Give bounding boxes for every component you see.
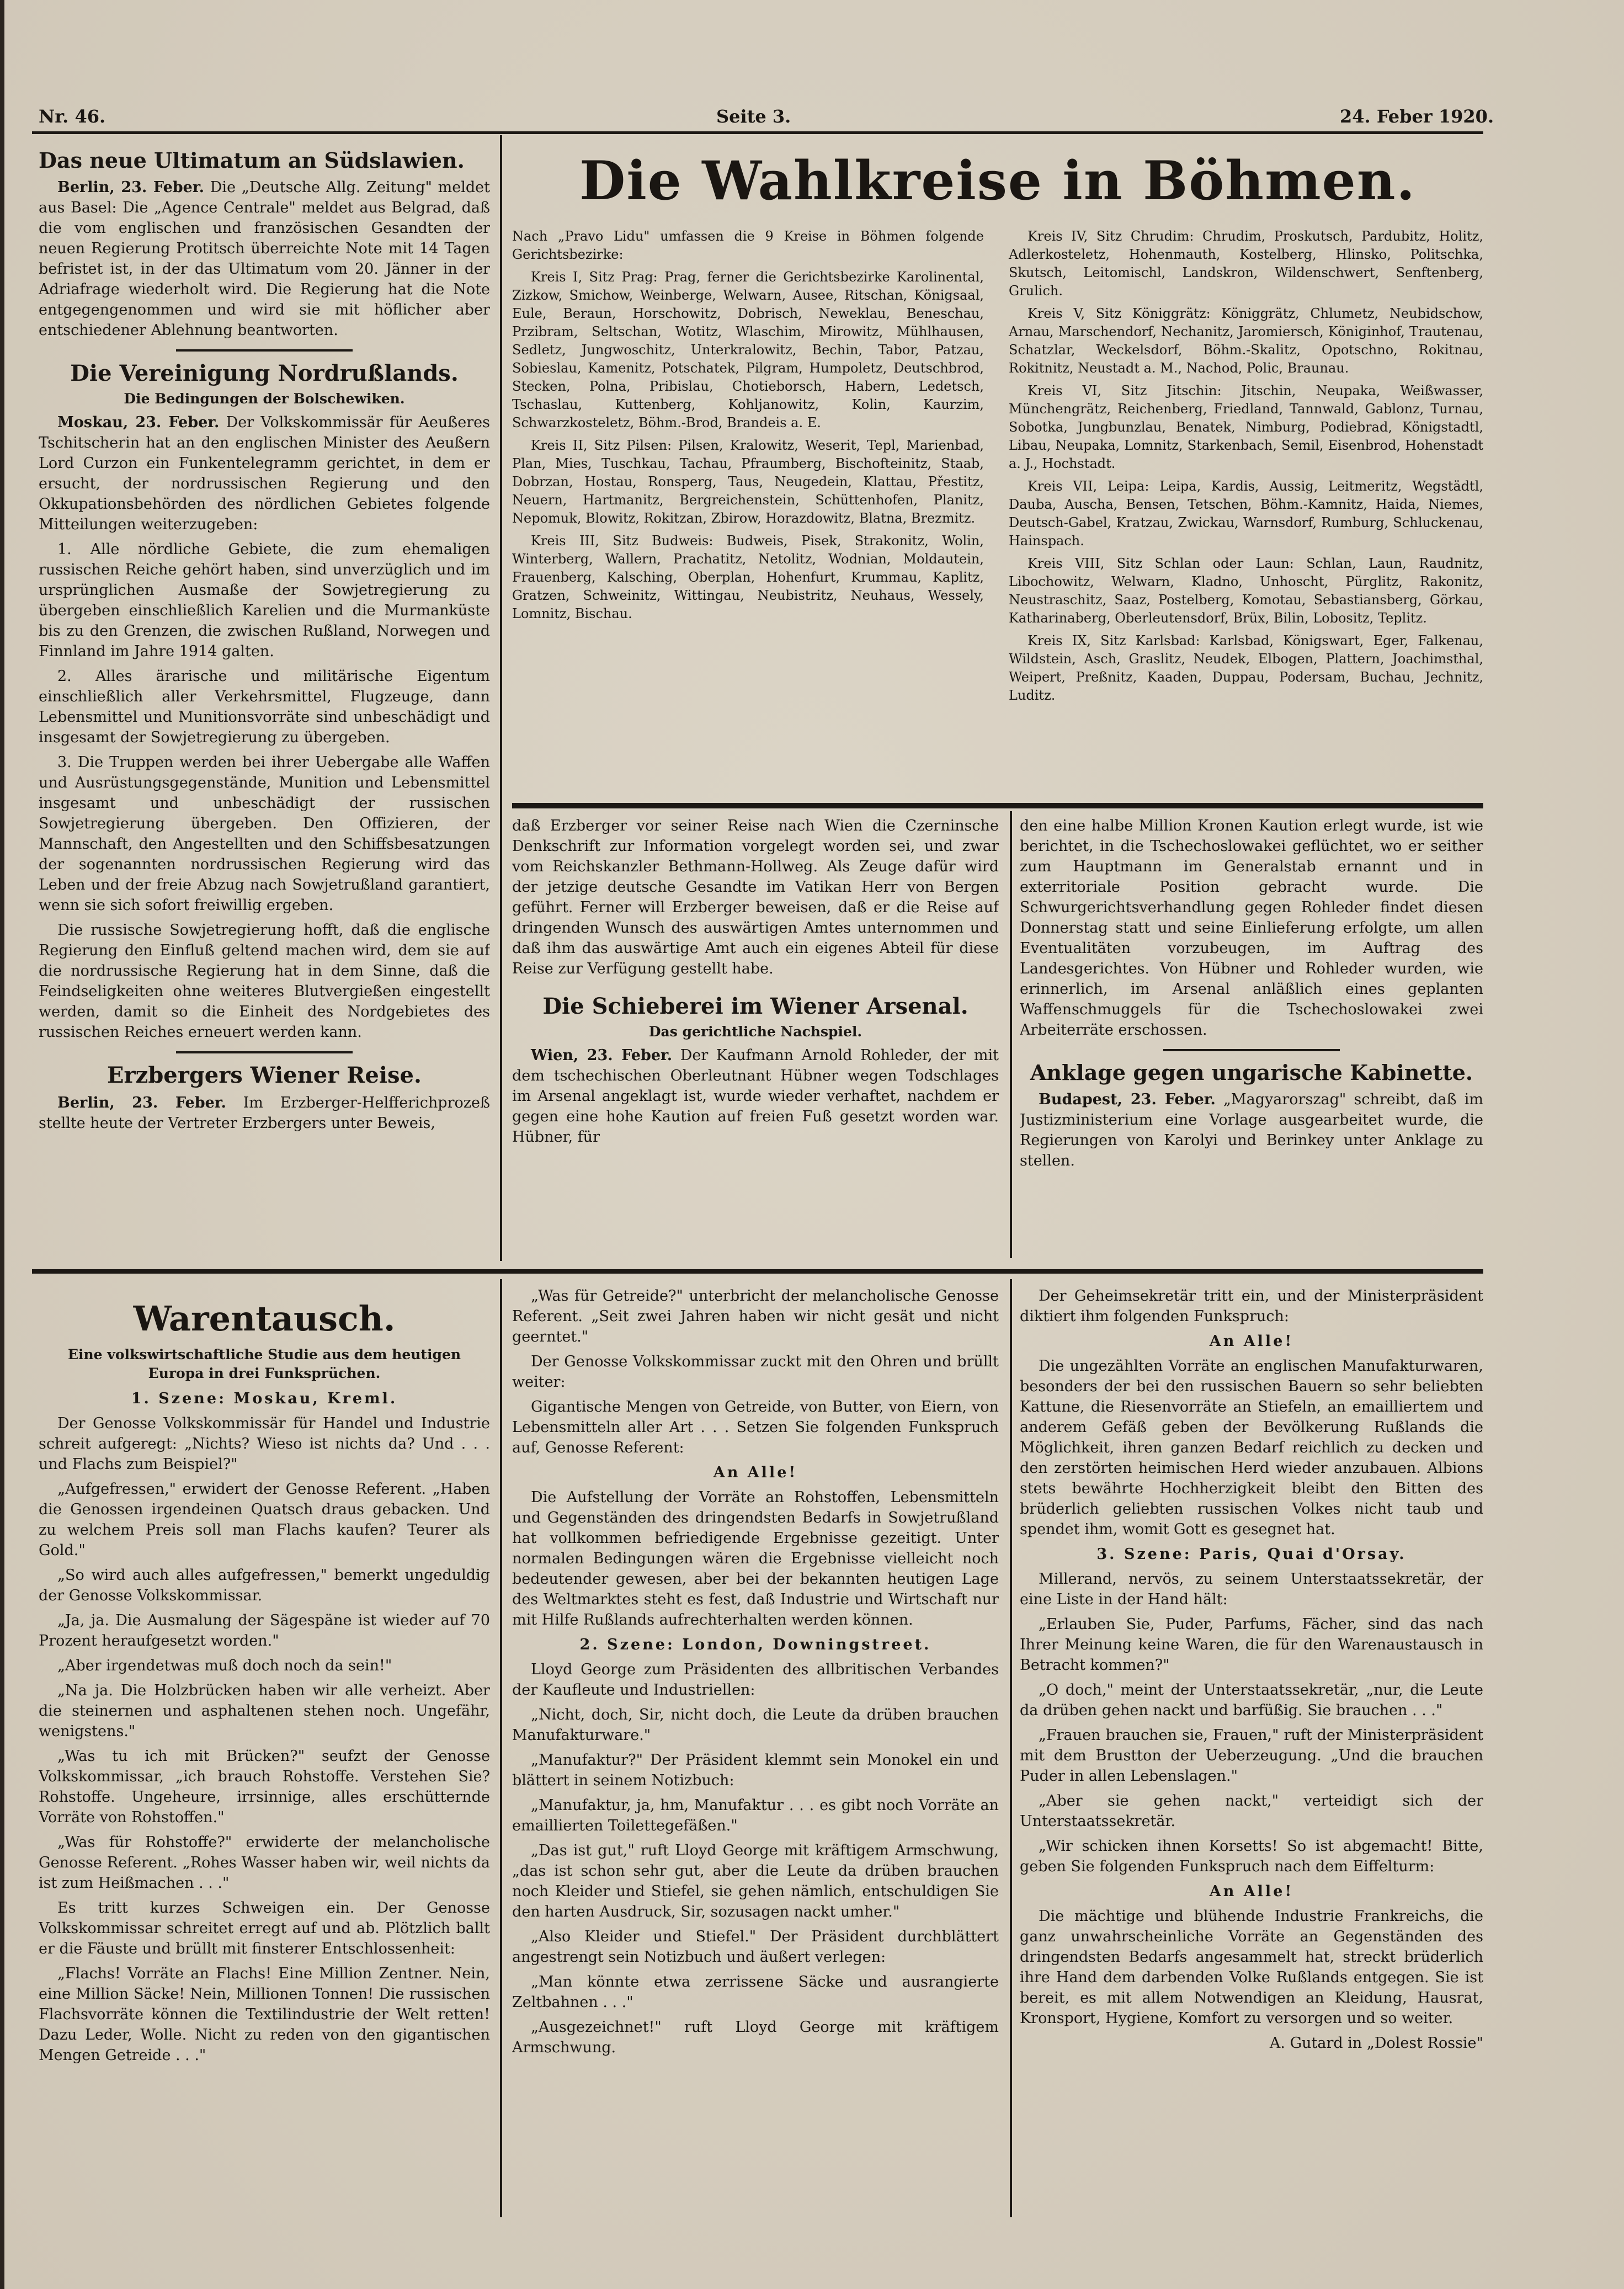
nordrussland-paragraph: 2. Alles ärarische und militärische Eigentum einschließlich aller Verkehrsmittel, Flugzeuge, dann Lebensmittel und Munitionsvorräte sind unbeschädigt und insgesamt der Sowjetregierung zu übergeben. — [39, 668, 490, 746]
issue-number: Nr. 46. — [39, 106, 106, 127]
dialogue-paragraph: „Flachs! Vorräte an Flachs! Eine Million Zentner. Nein, eine Million Säcke! Nein, Millionen Tonnen! Die russischen Flachsvorräte können die Textilindustrie der Welt retten! Dazu Leder, Wolle. Nicht zu reden von den gigantischen Mengen Getreide . . ." — [39, 1965, 490, 2064]
wahlkreis-7: Kreis VII, Leipa: Leipa, Kardis, Aussig, Leitmeritz, Wegstädtl, Dauba, Auscha, Bensen, Tetschen, Böhm.-Kamnitz, Haida, Niemes, Deutsch-Gabel, Kratzau, Zwickau, Warnsdorf, Rumburg, Schluckenau, Hainspach. — [1009, 478, 1483, 549]
dialogue-paragraph: „Erlauben Sie, Puder, Parfums, Fächer, sind das nach Ihrer Meinung keine Waren, die für den Warenaustausch in Betracht kommen?" — [1020, 1616, 1483, 1674]
column-rule-low-1 — [500, 1279, 502, 2217]
column-rule-low-2 — [1010, 1279, 1012, 2217]
dialogue-paragraph: „Man könnte etwa zerrissene Säcke und ausrangierte Zeltbahnen . . ." — [512, 1973, 999, 2011]
schieberei-headline: Die Schieberei im Wiener Arsenal. — [542, 993, 968, 1019]
dialogue-paragraph: „Ja, ja. Die Ausmalung der Sägespäne ist wieder auf 70 Prozent heraufgesetzt worden." — [39, 1612, 490, 1649]
erzberger-dateline: Berlin, 23. Feber. — [57, 1094, 226, 1111]
dialogue-paragraph: Millerand, nervös, zu seinem Unterstaatssekretär, der eine Liste in der Hand hält: — [1020, 1571, 1483, 1608]
erzberger-body-start: Im Erzberger-Helfferichprozeß stellte heute der Vertreter Erzbergers unter Beweis, — [39, 1094, 490, 1132]
wahlkreis-8: Kreis VIII, Sitz Schlan oder Laun: Schlan, Laun, Raudnitz, Libochowitz, Welwarn, Kladno, Unhoscht, Pürglitz, Rakonitz, Neustraschitz, Saaz, Postelberg, Komotau, Sebastiansberg, Görkau, Katharinaberg, Oberleutensdorf, Brüx, Bilin, Lobositz, Teplitz. — [1009, 556, 1483, 626]
dialogue-paragraph: „Aber irgendetwas muß doch noch da sein!" — [57, 1657, 392, 1674]
article-wahlkreise — [512, 145, 1483, 799]
dialogue-paragraph: Der Geheimsekretär tritt ein, und der Ministerpräsident diktiert ihm folgenden Funkspruch: — [1020, 1287, 1483, 1325]
warentausch-column-1 — [39, 1286, 490, 2224]
issue-date: 24. Feber 1920. — [1340, 106, 1494, 127]
dialogue-paragraph: „Aber sie gehen nackt," verteidigt sich der Unterstaatssekretär. — [1020, 1792, 1483, 1830]
dialogue-paragraph: „Nicht, doch, Sir, nicht doch, die Leute da drüben brauchen Manufakturware." — [512, 1706, 999, 1744]
anklage-body: „Magyarorszag" schreibt, daß im Justizministerium eine Vorlage ausgearbeitet wurde, die Regierungen von Karolyi und Berinkey unter Anklage zu stellen. — [1020, 1091, 1483, 1169]
dialogue-paragraph: Es tritt kurzes Schweigen ein. Der Genosse Volkskommissar schreitet erregt auf und ab. Plötzlich ballt er die Fäuste und brüllt mit finsterer Entschlossenheit: — [39, 1899, 490, 1957]
erzberger-body-continued: daß Erzberger vor seiner Reise nach Wien die Czerninsche Denkschrift zur Information vorgelegt worden sei, und zwar vom Reichskanzler Bethmann-Hollweg. Als Zeuge dafür wird der jetzige deutsche Gesandte im Vatikan Herr von Bergen geführt. Ferner will Erzberger beweisen, daß er die Reise auf dringenden Wunsch des auswärtigen Amtes unternommen und daß ihm das auswärtige Amt auch ein eigenes Abteil für diese Reise zur Verfügung gestellt habe. — [512, 817, 999, 977]
wahlkreise-bottom-rule — [512, 803, 1483, 808]
dialogue-paragraph: Der Genosse Volkskommissar zuckt mit den Ohren und brüllt weiter: — [512, 1353, 999, 1391]
warentausch-text — [1020, 1286, 1483, 2053]
dialogue-paragraph: „Manufaktur?" Der Präsident klemmt sein Monokel ein und blättert in seinem Notizbuch: — [512, 1752, 999, 1789]
short-rule — [176, 349, 353, 352]
anklage-dateline: Budapest, 23. Feber. — [1039, 1091, 1216, 1108]
warentausch-text — [39, 1388, 490, 2066]
nordrussland-subtitle: Die Bedingungen der Bolschewiken. — [124, 391, 405, 407]
dialogue-paragraph: „Was tu ich mit Brücken?" seufzt der Genosse Volkskommissar, „ich brauch Rohstoffe. Verstehen Sie? Rohstoffe. Ungeheure, irrsinnige, alles erschütternde Vorräte von Rohstoffen." — [39, 1748, 490, 1826]
scene-heading: 2. Szene: London, Downingstreet. — [579, 1636, 931, 1653]
schieberei-body: Der Kaufmann Arnold Rohleder, der mit dem tschechischen Oberleutnant Hübner wegen Todschlages im Arsenal angeklagt ist, wurde wieder verhaftet, nachdem er gegen eine hohe Kaution auf freien Fuß gesetzt worden war. Hübner, für — [512, 1047, 999, 1146]
scene-heading: An Alle! — [1209, 1883, 1294, 1900]
dialogue-paragraph: Die Aufstellung der Vorräte an Rohstoffen, Lebensmitteln und Gegenständen des dringendsten Bedarfs in Sowjetrußland hat vollkommen befriedigende Ergebnisse gezeitigt. Unter normalen Bedingungen wären die Ergebnisse vielleicht noch bedeutender gewesen, aber bei der bekannten heutigen Lage des Weltmarktes steht es fest, daß Industrie und Wirtschaft nur mit Hilfe Rußlands aufrechterhalten werden können. — [512, 1489, 999, 1628]
anklage-headline: Anklage gegen ungarische Kabinette. — [1030, 1060, 1473, 1085]
warentausch-headline: Warentausch. — [133, 1298, 396, 1339]
scene-heading: An Alle! — [713, 1464, 798, 1481]
newspaper-page — [4, 0, 1624, 2289]
wahlkreis-2: Kreis II, Sitz Pilsen: Pilsen, Kralowitz, Weserit, Tepl, Marienbad, Plan, Mies, Tuschkau, Tachau, Pfraumberg, Bischofteinitz, Staab, Dobrzan, Hostau, Ronsperg, Taus, Neugedein, Klattau, Přestitz, Neuern, Hartmanitz, Bergreichenstein, Schüttenhofen, Planitz, Nepomuk, Blowitz, Rokitzan, Zbirow, Horazdowitz, Blatna, Brezmitz. — [512, 438, 984, 526]
dialogue-paragraph: Gigantische Mengen von Getreide, von Butter, von Eiern, von Lebensmitteln aller Art . . . Setzen Sie folgenden Funkspruch auf, Genosse Referent: — [512, 1398, 999, 1456]
dialogue-paragraph: „Also Kleider und Stiefel." Der Präsident durchblättert angestrengt sein Notizbuch und äußert verlegen: — [512, 1928, 999, 1966]
warentausch-column-3 — [1020, 1286, 1483, 2224]
erzberger-headline: Erzbergers Wiener Reise. — [107, 1062, 422, 1088]
wahlkreis-4: Kreis IV, Sitz Chrudim: Chrudim, Proskutsch, Pardubitz, Holitz, Adlerkosteletz, Hohenmauth, Kostelberg, Hlinsko, Politschka, Skutsch, Leitomischl, Landskron, Wildenschwert, Senftenberg, Grulich. — [1009, 228, 1483, 299]
wahlkreis-5: Kreis V, Sitz Königgrätz: Königgrätz, Chlumetz, Neubidschow, Arnau, Marschendorf, Nechanitz, Jaromiersch, Königinhof, Trautenau, Schatzlar, Weckelsdorf, Böhm.-Skalitz, Opotschno, Rokitnau, Rokitnitz, Neustadt a. M., Nachod, Polic, Braunau. — [1009, 306, 1483, 376]
dialogue-paragraph: „Na ja. Die Holzbrücken haben wir alle verheizt. Aber die steinernen und asphaltenen stehen noch. Ungefähr, wenigstens." — [39, 1682, 490, 1740]
schieberei-subtitle: Das gerichtliche Nachspiel. — [648, 1024, 862, 1040]
article-ultimatum-column — [39, 145, 490, 1265]
column-rule-mid-1 — [1010, 811, 1012, 1258]
header-rule — [32, 131, 1483, 134]
dialogue-paragraph: „Ausgezeichnet!" ruft Lloyd George mit kräftigem Armschwung. — [512, 2019, 999, 2056]
ultimatum-headline: Das neue Ultimatum an Südslawien. — [39, 148, 465, 173]
warentausch-text — [512, 1286, 999, 2058]
nordrussland-dateline: Moskau, 23. Feber. — [57, 414, 220, 431]
scene-heading: An Alle! — [1209, 1333, 1294, 1350]
article-schieberei-column — [512, 816, 999, 1263]
dialogue-paragraph: „Was für Getreide?" unterbricht der melancholische Genosse Referent. „Seit zwei Jahren haben wir nicht gesät und nicht geerntet." — [512, 1287, 999, 1345]
section-rule-lower — [32, 1269, 1483, 1274]
wahlkreise-intro: Nach „Pravo Lidu" umfassen die 9 Kreise in Böhmen folgende Gerichtsbezirke: — [512, 228, 984, 262]
dialogue-paragraph: „Manufaktur, ja, hm, Manufaktur . . . es gibt noch Vorräte an emaillierten Toilettegefäßen." — [512, 1797, 999, 1834]
schieberei-dateline: Wien, 23. Feber. — [531, 1047, 673, 1064]
byline: A. Gutard in „Dolest Rossie" — [1269, 2035, 1483, 2052]
dialogue-paragraph: Die ungezählten Vorräte an englischen Manufakturwaren, besonders der bei den russischen Bauern so sehr beliebten Kattune, die Riesenvorräte an Stiefeln, an emailliertem und anderem Gefäß geben der Bevölkerung Rußlands die Möglichkeit, ihren ganzen Bedarf reichlich zu decken und den zerstörten heimischen Herd wieder anzubauen. Albions stets bewährte Hochherzigkeit bleibt den Bitten des brüderlich geliebten russischen Volkes nicht taub und spendet ihm, womit Gott es gesegnet hat. — [1020, 1358, 1483, 1538]
column-rule-top-left — [500, 135, 502, 1261]
warentausch-column-2 — [512, 1286, 999, 2224]
warentausch-subtitle: Eine volkswirtschaftliche Studie aus dem heutigen Europa in drei Funksprüchen. — [67, 1346, 461, 1381]
dialogue-paragraph: Die mächtige und blühende Industrie Frankreichs, die ganz unwahrscheinliche Vorräte an Gegenständen des dringendsten Bedarfs angesammelt hat, streckt brüderlich ihre Hand dem darbenden Volke Rußlands entgegen. Sie ist bereit, es mit allem Notwendigen an Kleidung, Hausrat, Kronsport, Hygiene, Komfort zu versorgen und so weiter. — [1020, 1908, 1483, 2027]
wahlkreis-6: Kreis VI, Sitz Jitschin: Jitschin, Neupaka, Weißwasser, Münchengrätz, Reichenberg, Friedland, Tannwald, Gablonz, Turnau, Sobotka, Jungbunzlau, Benatek, Nimburg, Podiebrad, Königstadtl, Libau, Neupaka, Lomnitz, Starkenbach, Semil, Eisenbrod, Hohenstadt a. J., Hochstadt. — [1009, 383, 1483, 471]
scene-heading: 3. Szene: Paris, Quai d'Orsay. — [1096, 1546, 1407, 1563]
nordrussland-paragraph: Die russische Sowjetregierung hofft, daß die englische Regierung den Einfluß geltend machen wird, dem sie auf die nordrussische Regierung hat in dem Sinne, daß die Feindseligkeiten ohne weiteres Blutvergießen eingestellt werden, damit so die Einheit des Nordgebietes des russischen Reiches erneuert werden kann. — [39, 922, 490, 1041]
nordrussland-paragraph: Der Volkskommissär für Aeußeres Tschitscherin hat an den englischen Minister des Aeußern Lord Curzon ein Funkentelegramm gerichtet, in dem er ersucht, der nordrussischen Regierung und den Okkupationsbehörden des nördlichen Gebietes folgende Mitteilungen weiterzugeben: — [39, 414, 490, 533]
schieberei-body-continued: den eine halbe Million Kronen Kaution erlegt wurde, ist wie berichtet, in die Tschechoslowakei geflüchtet, wo er seither zum Hauptmann im Generalstab ernannt und in exterritoriale Position gebracht wurde. Die Schwurgerichtsverhandlung gegen Rohleder findet diesen Donnerstag statt und seine Einlieferung erfolgte, um allen Eventualitäten vorzubeugen, im Auftrag des Landesgerichtes. Von Hübner und Rohleder wurden, wie erinnerlich, im Arsenal anläßlich eines geplanten Waffenschmuggels für die Tschechoslowakei zwei Arbeiterräte erschossen. — [1020, 817, 1483, 1039]
dialogue-paragraph: „So wird auch alles aufgefressen," bemerkt ungeduldig der Genosse Volkskommissar. — [39, 1567, 490, 1604]
wahlkreis-1: Kreis I, Sitz Prag: Prag, ferner die Gerichtsbezirke Karolinental, Zizkow, Smichow, Weinberge, Welwarn, Ausee, Ritschan, Königsaal, Eule, Beraun, Horschowitz, Dobrisch, Neweklau, Beneschau, Przibram, Seltschan, Wotitz, Wlaschim, Mirowitz, Mühlhausen, Sedletz, Jungwoschitz, Unterkralowitz, Bechin, Tabor, Patzau, Sobieslau, Kamenitz, Potschatek, Pilgram, Humpoletz, Deutschbrod, Stecken, Polna, Pribislau, Chotieborsch, Habern, Ledetsch, Tschaslau, Kuttenberg, Kohljanowitz, Kolin, Kaurzim, Schwarzkosteletz, Böhm.-Brod, Brandeis a. E. — [512, 269, 984, 430]
dialogue-paragraph: „Frauen brauchen sie, Frauen," ruft der Ministerpräsident mit dem Brustton der Ueberzeugung. „Und die brauchen Puder in allen Lebenslagen." — [1020, 1727, 1483, 1785]
page-number: Seite 3. — [716, 106, 791, 127]
dialogue-paragraph: „O doch," meint der Unterstaatssekretär, „nur, die Leute da drüben gehen nackt und barfüßig. Sie brauchen . . ." — [1020, 1681, 1483, 1719]
nordrussland-headline: Die Vereinigung Nordrußlands. — [70, 360, 459, 386]
dialogue-paragraph: Lloyd George zum Präsidenten des allbritischen Verbandes der Kaufleute und Industriellen: — [512, 1661, 999, 1699]
short-rule — [176, 1051, 353, 1053]
dialogue-paragraph: „Wir schicken ihnen Korsetts! So ist abgemacht! Bitte, geben Sie folgenden Funkspruch nach dem Eiffelturm: — [1020, 1838, 1483, 1875]
wahlkreis-9: Kreis IX, Sitz Karlsbad: Karlsbad, Königswart, Eger, Falkenau, Wildstein, Asch, Graslitz, Neudek, Elbogen, Plattern, Joachimsthal, Weipert, Preßnitz, Kaaden, Duppau, Podersam, Buchau, Jechnitz, Luditz. — [1009, 633, 1483, 703]
nordrussland-paragraph: 3. Die Truppen werden bei ihrer Uebergabe alle Waffen und Ausrüstungsgegenstände, Munition und Lebensmittel insgesamt und unbeschädigt der russischen Sowjetregierung übergeben. Den Offizieren, der Mannschaft, den Angestellten und den Schiffsbesatzungen der sogenannten nordrussischen Regierung wird das Leben und der freie Abzug nach Sowjetrußland garantiert, wenn sie sich sofort freiwillig ergeben. — [39, 754, 490, 914]
dialogue-paragraph: „Das ist gut," ruft Lloyd George mit kräftigem Armschwung, „das ist schon sehr gut, aber die Leute da drüben brauchen noch Kleider und Stiefel, sie gehen nämlich, entschuldigen Sie den harten Ausdruck, Sir, sozusagen nackt umher." — [512, 1842, 999, 1920]
scene-heading: 1. Szene: Moskau, Kreml. — [131, 1390, 398, 1407]
short-rule — [1163, 1049, 1340, 1051]
nordrussland-paragraph: 1. Alle nördliche Gebiete, die zum ehemaligen russischen Reiche gehört haben, sind unverzüglich und im ursprünglichen Ausmaße der Sowjetregierung zu übergeben einschließlich Karelien und die Murmanküste bis zu den Grenzen, die zwischen Rußland, Norwegen und Finnland im Jahre 1914 galten. — [39, 541, 490, 660]
dialogue-paragraph: Der Genosse Volkskommissär für Handel und Industrie schreit aufgeregt: „Nichts? Wieso ist nichts da? Und . . . und Flachs zum Beispiel?" — [39, 1415, 490, 1473]
wahlkreis-3: Kreis III, Sitz Budweis: Budweis, Pisek, Strakonitz, Wolin, Winterberg, Wallern, Prachatitz, Netolitz, Wodnian, Moldautein, Frauenberg, Kalsching, Oberplan, Hohenfurt, Krummau, Kaplitz, Gratzen, Schweinitz, Wittingau, Neubistritz, Neuhaus, Wessely, Lomnitz, Bischau. — [512, 533, 984, 621]
article-anklage-column — [1020, 816, 1483, 1263]
ultimatum-body: Die „Deutsche Allg. Zeitung" meldet aus Basel: Die „Agence Centrale" meldet aus Belgrad, daß die vom englischen und französischen Gesandten der neuen Regierung Protitsch überreichte Note mit 14 Tagen befristet ist, in der das Ultimatum vom 20. Jänner in der Adriafrage wiederholt wird. Die Regierung hat die Note entgegengenommen und wird sie mit höflicher aber entschiedener Ablehnung beantworten. — [39, 179, 490, 339]
wahlkreise-headline: Die Wahlkreise in Böhmen. — [579, 150, 1416, 212]
dialogue-paragraph: „Was für Rohstoffe?" erwiderte der melancholische Genosse Referent. „Rohes Wasser haben wir, weil nichts da ist zum Heißmachen . . ." — [39, 1834, 490, 1892]
ultimatum-dateline: Berlin, 23. Feber. — [57, 179, 204, 196]
dialogue-paragraph: „Aufgefressen," erwidert der Genosse Referent. „Haben die Genossen irgendeinen Quatsch draus gebacken. Und zu welchem Preis soll man Flachs kaufen? Teurer als Gold." — [39, 1481, 490, 1559]
